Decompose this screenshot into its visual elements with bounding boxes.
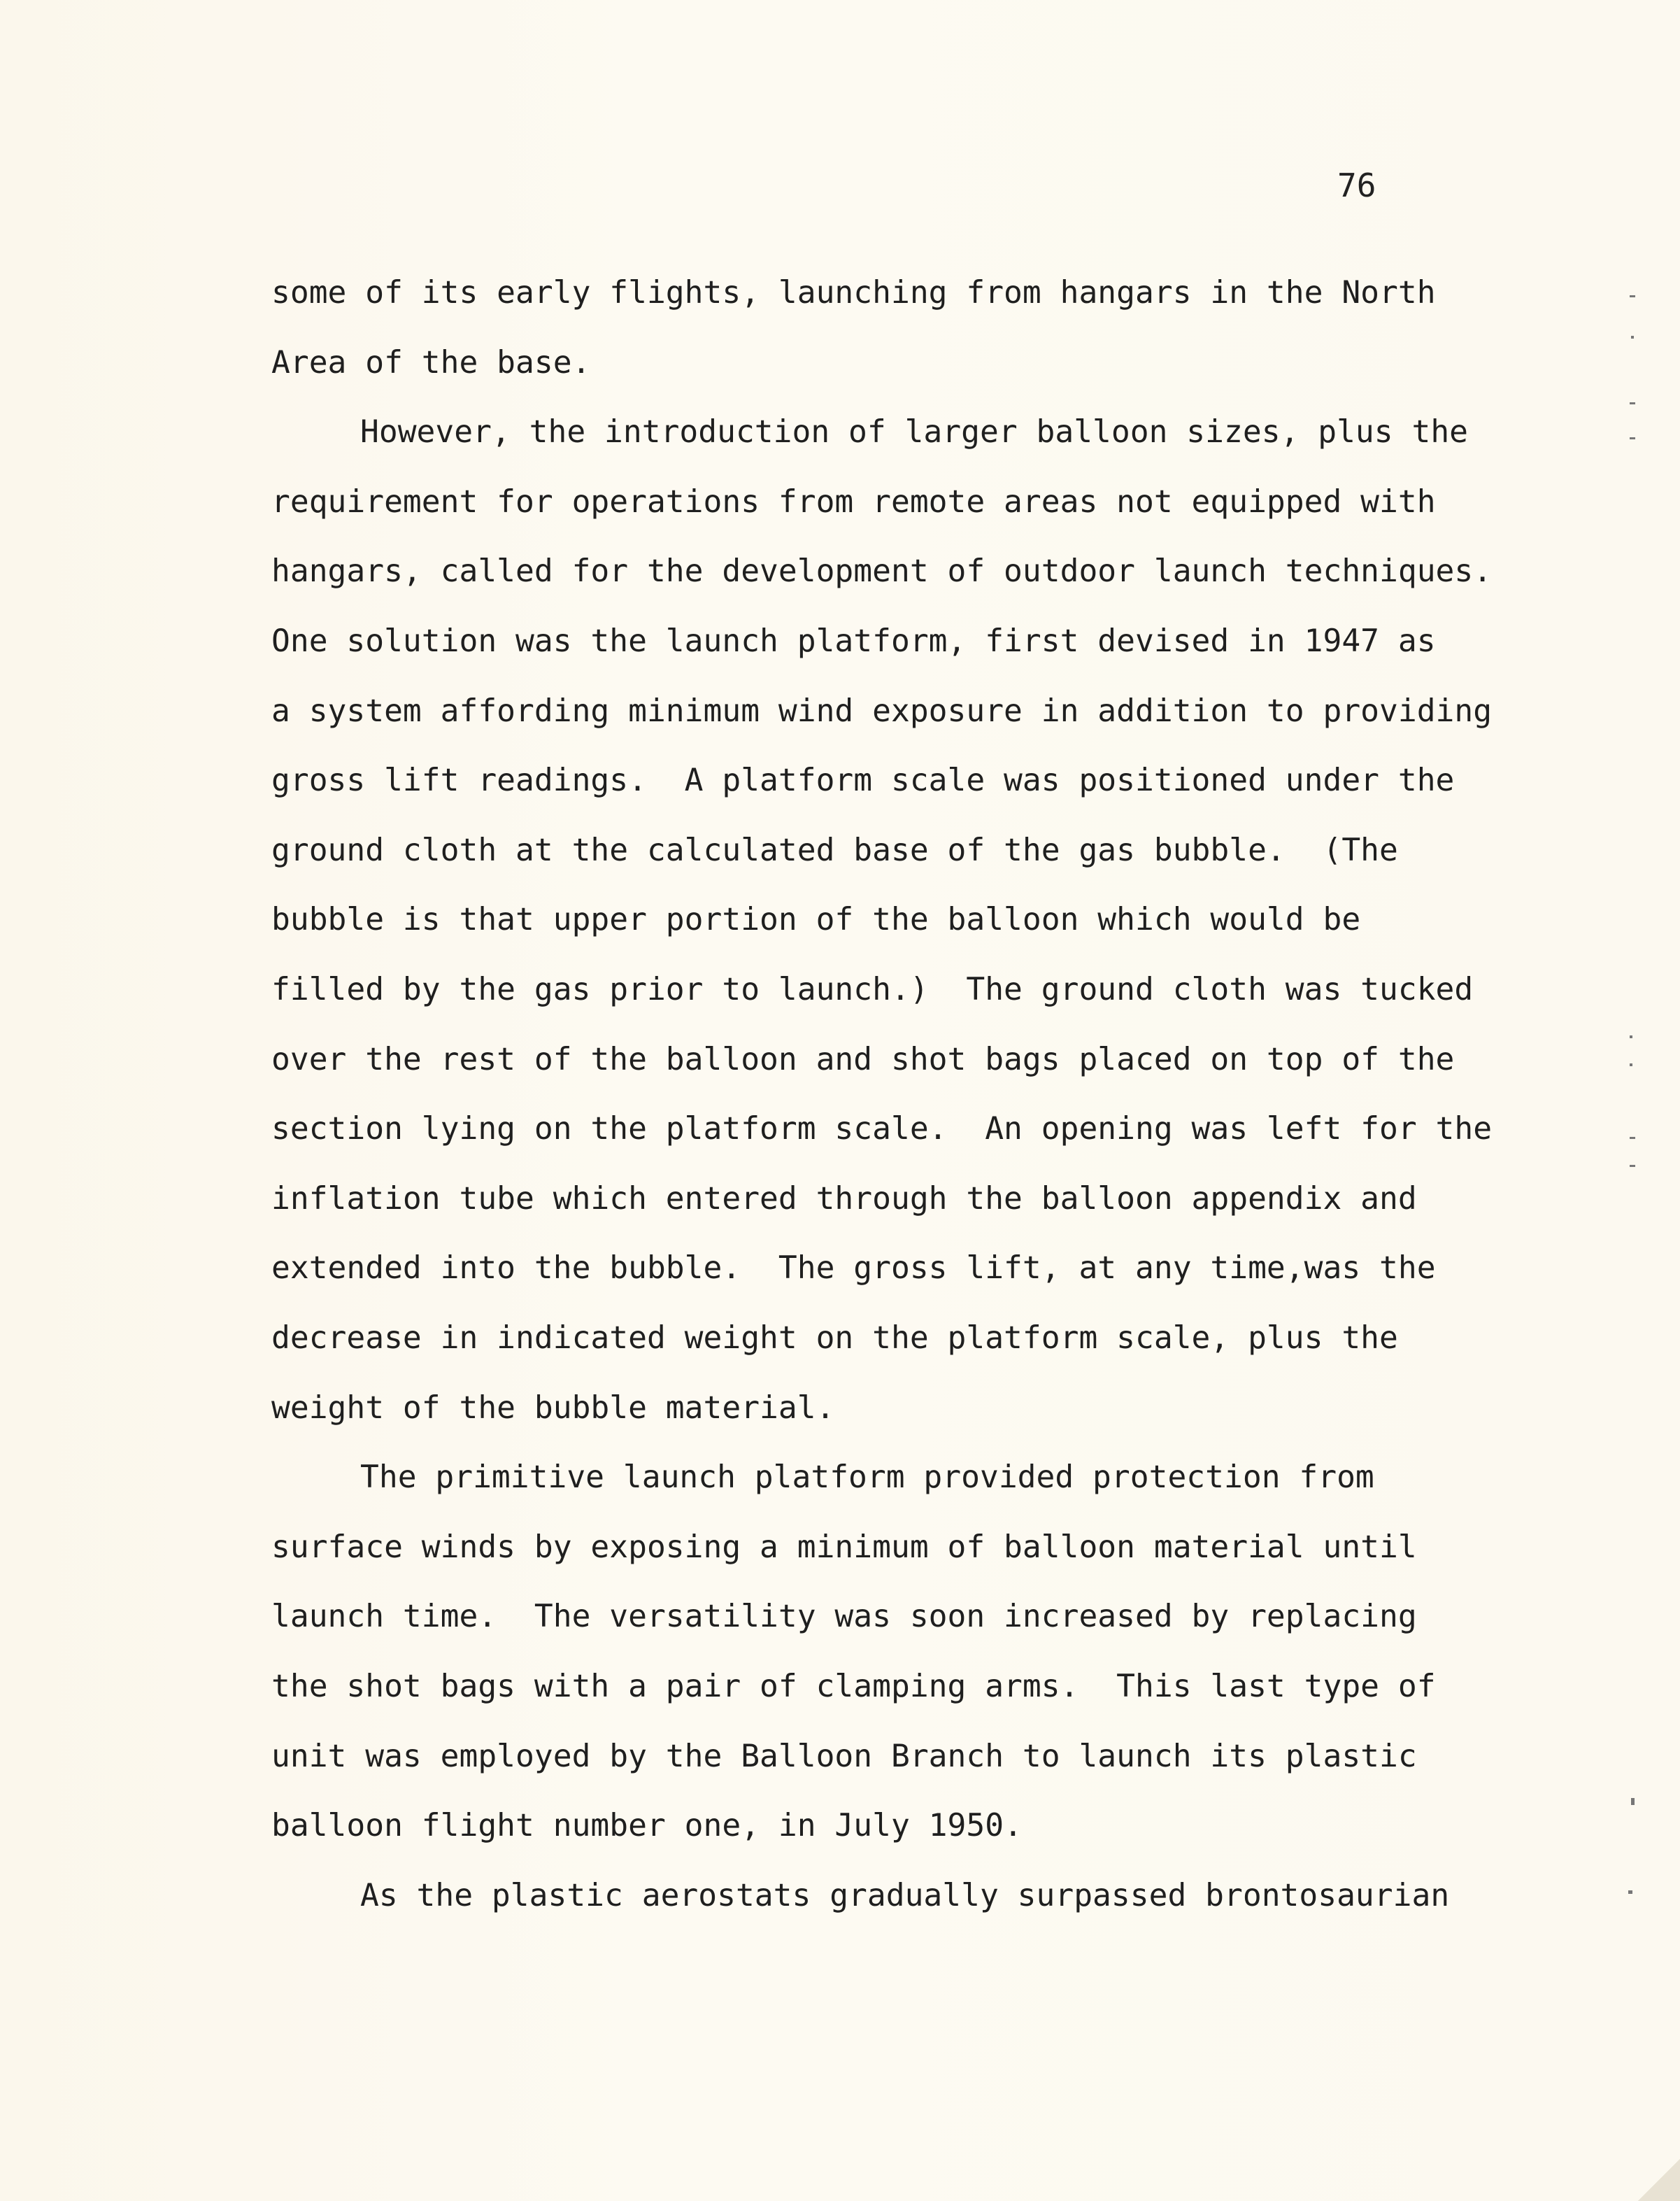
text-line: unit was employed by the Balloon Branch to launch its plastic — [271, 1737, 1417, 1774]
text-line: gross lift readings. A platform scale was positioned under the — [271, 762, 1455, 799]
text-line: However, the introduction of larger balloon sizes, plus the — [360, 413, 1469, 451]
text-line: over the rest of the balloon and shot bags placed on top of the — [271, 1040, 1455, 1077]
margin-mark — [1630, 1063, 1632, 1066]
text-line: weight of the bubble material. — [271, 1389, 835, 1426]
text-line: decrease in indicated weight on the platform scale, plus the — [271, 1319, 1398, 1356]
text-line: the shot bags with a pair of clamping arms. This last type of — [271, 1668, 1436, 1704]
margin-mark — [1630, 1035, 1632, 1038]
text-line: filled by the gas prior to launch.) The ground cloth was tucked — [271, 971, 1474, 1007]
text-line: Area of the base. — [271, 344, 591, 381]
margin-mark — [1630, 1165, 1635, 1167]
text-line: inflation tube which entered through the balloon appendix and — [271, 1180, 1417, 1217]
margin-mark — [1630, 402, 1635, 404]
margin-mark — [1628, 1890, 1632, 1894]
text-line: bubble is that upper portion of the balloon which would be — [271, 901, 1361, 938]
text-line: some of its early flights, launching from hangars in the North — [271, 274, 1436, 311]
text-line: The primitive launch platform provided protection from — [360, 1459, 1374, 1496]
page-corner — [1638, 2159, 1680, 2201]
text-line: a system affording minimum wind exposure in addition to providing — [271, 692, 1493, 729]
margin-mark — [1630, 437, 1635, 439]
text-line: balloon flight number one, in July 1950. — [271, 1807, 1023, 1844]
text-line: One solution was the launch platform, first devised in 1947 as — [271, 623, 1436, 659]
text-line: As the plastic aerostats gradually surpassed brontosaurian — [360, 1876, 1450, 1913]
page-number: 76 — [1337, 167, 1376, 204]
margin-mark — [1630, 1137, 1635, 1139]
text-line: surface winds by exposing a minimum of balloon material until — [271, 1528, 1417, 1565]
text-line: hangars, called for the development of outdoor launch techniques. — [271, 553, 1493, 590]
margin-mark — [1631, 1798, 1635, 1805]
margin-mark — [1630, 295, 1635, 297]
margin-mark — [1631, 336, 1634, 339]
text-line: extended into the bubble. The gross lift, at any time,was the — [271, 1250, 1436, 1287]
text-line: ground cloth at the calculated base of the gas bubble. (The — [271, 831, 1398, 868]
text-line: requirement for operations from remote areas not equipped with — [271, 483, 1436, 520]
text-line: section lying on the platform scale. An opening was left for the — [271, 1110, 1493, 1147]
text-line: launch time. The versatility was soon increased by replacing — [271, 1598, 1417, 1635]
